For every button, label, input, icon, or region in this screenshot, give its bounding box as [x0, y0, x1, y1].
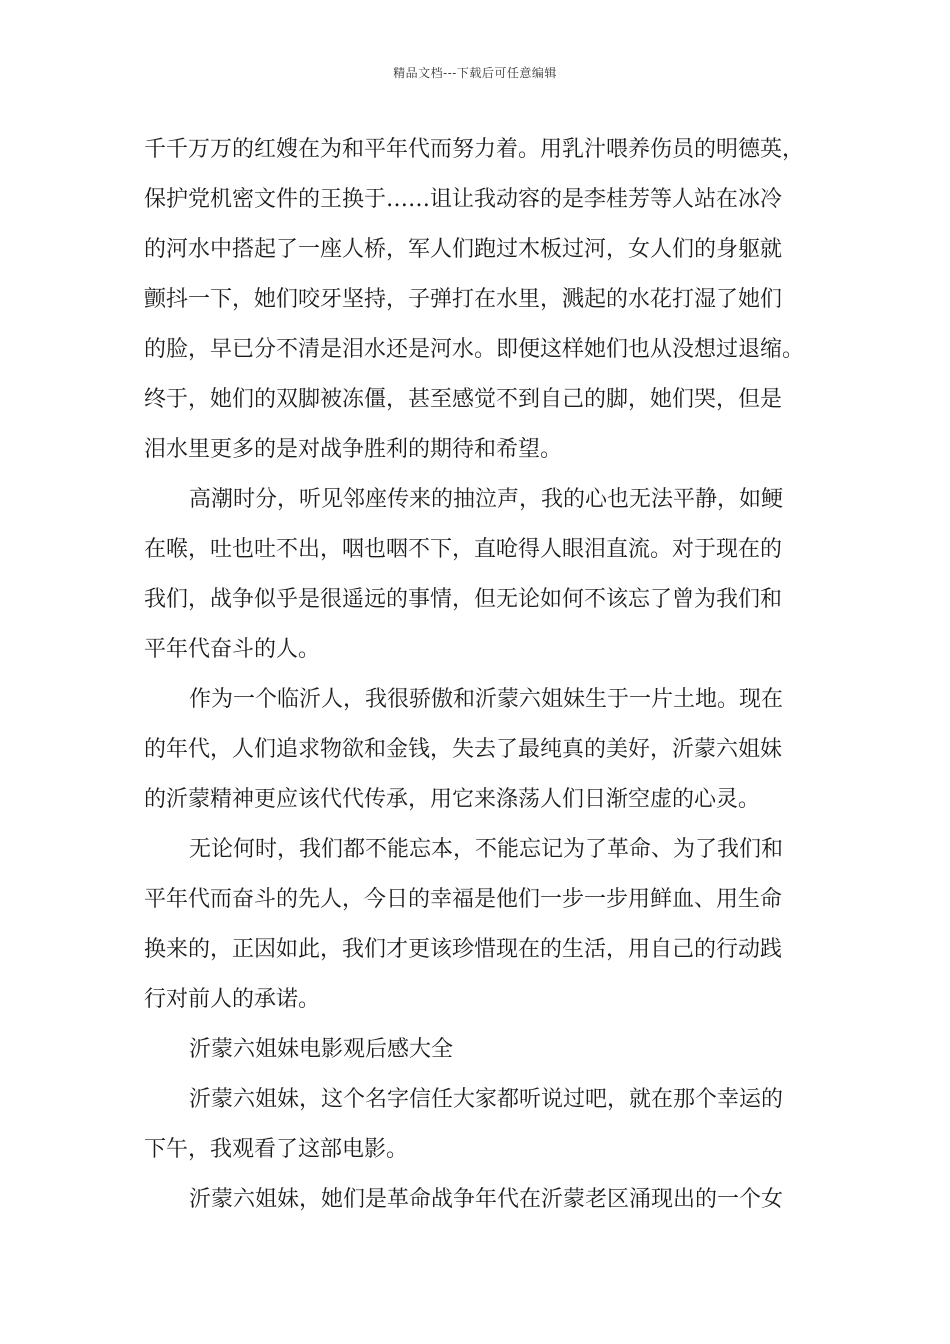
text-line: 保护党机密文件的王换于……诅让我动容的是李桂芳等人站在冰冷	[144, 187, 783, 212]
text-line: 终于，她们的双脚被冻僵，甚至感觉不到自己的脚，她们哭，但是	[144, 387, 783, 412]
section-heading: 沂蒙六姐妹电影观后感大全	[189, 1037, 454, 1062]
text-line: 我们，战争似乎是很遥远的事情，但无论如何不该忘了曾为我们和	[144, 587, 783, 612]
paragraph-first-line: 高潮时分，听见邻座传来的抽泣声，我的心也无法平静，如鲠	[189, 487, 784, 512]
text-line: 平年代而奋斗的先人，今日的幸福是他们一步一步用鲜血、用生命	[144, 887, 783, 912]
text-line: 换来的，正因如此，我们才更该珍惜现在的生活，用自己的行动践	[144, 937, 783, 962]
text-line: 千千万万的红嫂在为和平年代而努力着。用乳汁喂养伤员的明德英，	[144, 137, 805, 162]
paragraph-first-line: 沂蒙六姐妹，这个名字信任大家都听说过吧，就在那个幸运的	[189, 1087, 784, 1112]
text-line: 的年代，人们追求物欲和金钱，失去了最纯真的美好，沂蒙六姐妹	[144, 737, 783, 762]
text-line: 平年代奋斗的人。	[144, 637, 321, 662]
paragraph-first-line: 沂蒙六姐妹，她们是革命战争年代在沂蒙老区涌现出的一个女	[189, 1187, 784, 1212]
text-line: 的沂蒙精神更应该代代传承，用它来涤荡人们日渐空虚的心灵。	[144, 787, 761, 812]
text-line: 在喉，吐也吐不出，咽也咽不下，直呛得人眼泪直流。对于现在的	[144, 537, 783, 562]
paragraph-first-line: 无论何时，我们都不能忘本，不能忘记为了革命、为了我们和	[189, 837, 784, 862]
text-line: 的脸，早已分不清是泪水还是河水。即便这样她们也从没想过退缩。	[144, 337, 805, 362]
text-line: 行对前人的承诺。	[144, 987, 321, 1012]
text-line: 泪水里更多的是对战争胜利的期待和希望。	[144, 437, 563, 462]
paragraph-first-line: 作为一个临沂人，我很骄傲和沂蒙六姐妹生于一片土地。现在	[189, 687, 784, 712]
text-line: 下午，我观看了这部电影。	[144, 1137, 409, 1162]
page-header: 精品文档---下载后可任意编辑	[393, 66, 557, 80]
text-line: 的河水中搭起了一座人桥，军人们跑过木板过河，女人们的身躯就	[144, 237, 783, 262]
text-line: 颤抖一下，她们咬牙坚持，子弹打在水里，溅起的水花打湿了她们	[144, 287, 783, 312]
